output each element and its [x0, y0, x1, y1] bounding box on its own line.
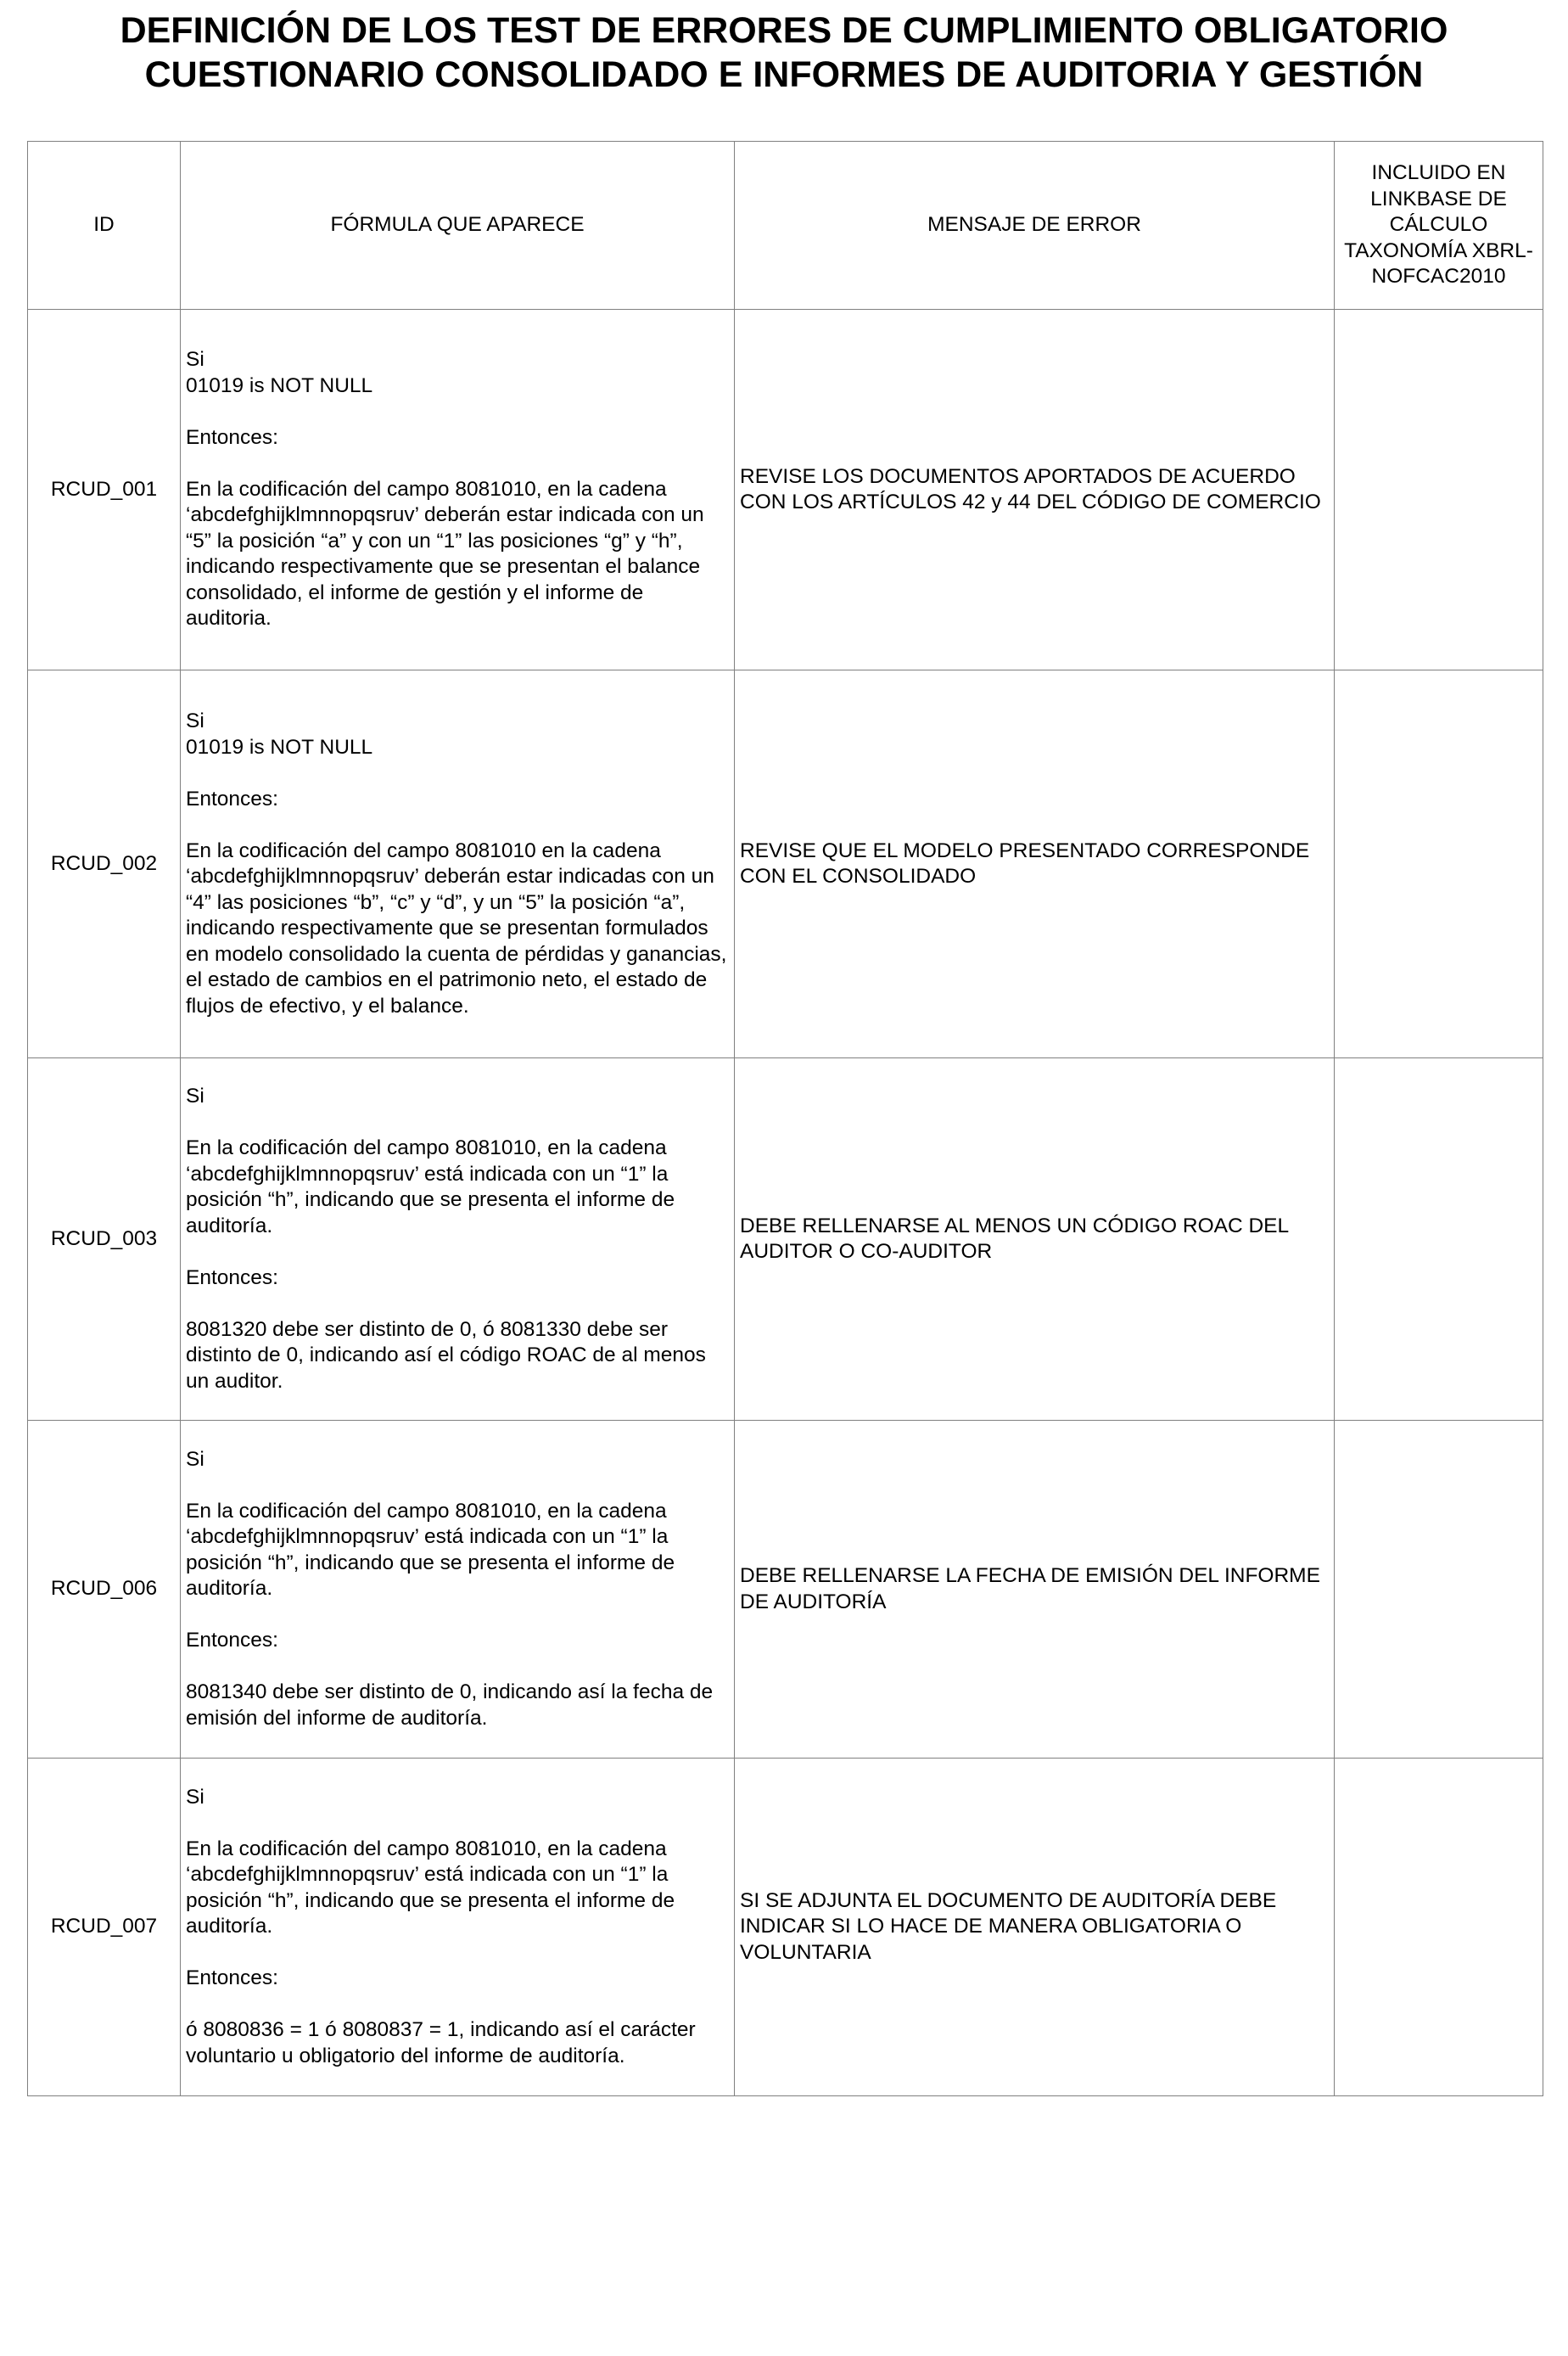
formula-text: Entonces: [186, 1966, 278, 1990]
formula-text: Entonces: [186, 1629, 278, 1652]
formula-paragraph [186, 1785, 729, 1811]
formula-paragraph [186, 709, 729, 760]
row-formula [181, 670, 735, 1058]
formula-paragraph [186, 1966, 729, 1992]
table-row [28, 670, 1543, 1058]
row-error-message: SI SE ADJUNTA EL DOCUMENTO DE AUDITORÍA DEBE INDICAR SI LO HACE DE MANERA OBLIGATORIA O VOLUNTARIA [735, 1759, 1335, 2096]
table-row [28, 1759, 1543, 2096]
row-error-message: REVISE LOS DOCUMENTOS APORTADOS DE ACUERDO CON LOS ARTÍCULOS 42 y 44 DEL CÓDIGO DE COMERCIO [735, 310, 1335, 670]
table-row [28, 310, 1543, 670]
formula-paragraph [186, 787, 729, 813]
row-id: RCUD_007 [28, 1759, 181, 2096]
formula-text: En la codificación del campo 8081010, en la cadena ‘abcdefghijklmnnopqsruv’ está indicada con un “1” la posición “h”, indicando que se presenta el informe de auditoría. [186, 1136, 675, 1237]
header-id: ID [28, 142, 181, 310]
row-error-message: REVISE QUE EL MODELO PRESENTADO CORRESPONDE CON EL CONSOLIDADO [735, 670, 1335, 1058]
formula-paragraph [186, 1136, 729, 1239]
row-id: RCUD_003 [28, 1058, 181, 1421]
formula-paragraph [186, 2017, 729, 2069]
row-included [1335, 310, 1543, 670]
formula-text: 8081340 debe ser distinto de 0, indicando así la fecha de emisión del informe de auditoría. [186, 1680, 714, 1730]
header-formula: FÓRMULA QUE APARECE [181, 142, 735, 310]
formula-text: Si [186, 1085, 204, 1108]
formula-paragraph [186, 1447, 729, 1473]
header-message: MENSAJE DE ERROR [735, 142, 1335, 310]
formula-text: En la codificación del campo 8081010, en la cadena ‘abcdefghijklmnnopqsruv’ está indicada con un “1” la posición “h”, indicando que se presenta el informe de auditoría. [186, 1499, 675, 1601]
row-id: RCUD_002 [28, 670, 181, 1058]
formula-paragraph [186, 1084, 729, 1110]
row-error-message: DEBE RELLENARSE LA FECHA DE EMISIÓN DEL INFORME DE AUDITORÍA [735, 1421, 1335, 1759]
error-tests-table [27, 141, 1543, 2096]
formula-paragraph [186, 1499, 729, 1602]
formula-paragraph [186, 1837, 729, 1940]
page-title-line-2: CUESTIONARIO CONSOLIDADO E INFORMES DE AUDITORIA Y GESTIÓN [144, 54, 1424, 95]
row-formula [181, 1058, 735, 1421]
formula-text: En la codificación del campo 8081010 en la cadena ‘abcdefghijklmnnopqsruv’ deberán estar indicadas con un “4” las posiciones “b”, “c” y “d”, y un “5” la posición “a”, indicando respectivamente que se presentan formulados en modelo consolidado la cuenta de pérdidas y ganancias, el estado de cambios en el patrimonio neto, el estado de flujos de efectivo, y el balance. [186, 839, 727, 1018]
row-included [1335, 1058, 1543, 1421]
formula-paragraph [186, 477, 729, 632]
header-included: INCLUIDO EN LINKBASE DE CÁLCULO TAXONOMÍA XBRL-NOFCAC2010 [1335, 142, 1543, 310]
formula-paragraph [186, 347, 729, 399]
page-title-line-1: DEFINICIÓN DE LOS TEST DE ERRORES DE CUMPLIMIENTO OBLIGATORIO [120, 10, 1448, 51]
formula-paragraph [186, 1265, 729, 1292]
formula-paragraph [186, 839, 729, 1020]
table-row [28, 1058, 1543, 1421]
formula-paragraph [186, 1680, 729, 1731]
row-id: RCUD_001 [28, 310, 181, 670]
formula-text: Entonces: [186, 787, 278, 811]
row-id: RCUD_006 [28, 1421, 181, 1759]
formula-text: En la codificación del campo 8081010, en la cadena ‘abcdefghijklmnnopqsruv’ deberán estar indicada con un “5” la posición “a” y con un “1” las posiciones “g” y “h”, indicando respectivamente que se presentan el balance consolidado, el informe de gestión y el informe de auditoria. [186, 477, 704, 631]
formula-text: Si [186, 1785, 204, 1809]
row-included [1335, 1759, 1543, 2096]
formula-text: ó 8080836 = 1 ó 8080837 = 1, indicando así el carácter voluntario u obligatorio del informe de auditoría. [186, 2018, 696, 2067]
formula-text: Si [186, 1447, 204, 1471]
formula-text: 8081320 debe ser distinto de 0, ó 8081330 debe ser distinto de 0, indicando así el código ROAC de al menos un auditor. [186, 1317, 706, 1393]
table-header-row [28, 142, 1543, 310]
formula-text: Si 01019 is NOT NULL [186, 348, 373, 397]
formula-text: En la codificación del campo 8081010, en la cadena ‘abcdefghijklmnnopqsruv’ está indicada con un “1” la posición “h”, indicando que se presenta el informe de auditoría. [186, 1837, 675, 1938]
row-formula [181, 310, 735, 670]
formula-text: Entonces: [186, 425, 278, 449]
row-included [1335, 670, 1543, 1058]
page-title [0, 8, 1568, 97]
formula-paragraph [186, 1628, 729, 1654]
row-formula [181, 1421, 735, 1759]
formula-paragraph [186, 1317, 729, 1395]
formula-text: Entonces: [186, 1265, 278, 1289]
formula-text: Si 01019 is NOT NULL [186, 710, 373, 759]
row-error-message: DEBE RELLENARSE AL MENOS UN CÓDIGO ROAC DEL AUDITOR O CO-AUDITOR [735, 1058, 1335, 1421]
formula-paragraph [186, 425, 729, 452]
row-included [1335, 1421, 1543, 1759]
table-row [28, 1421, 1543, 1759]
row-formula [181, 1759, 735, 2096]
